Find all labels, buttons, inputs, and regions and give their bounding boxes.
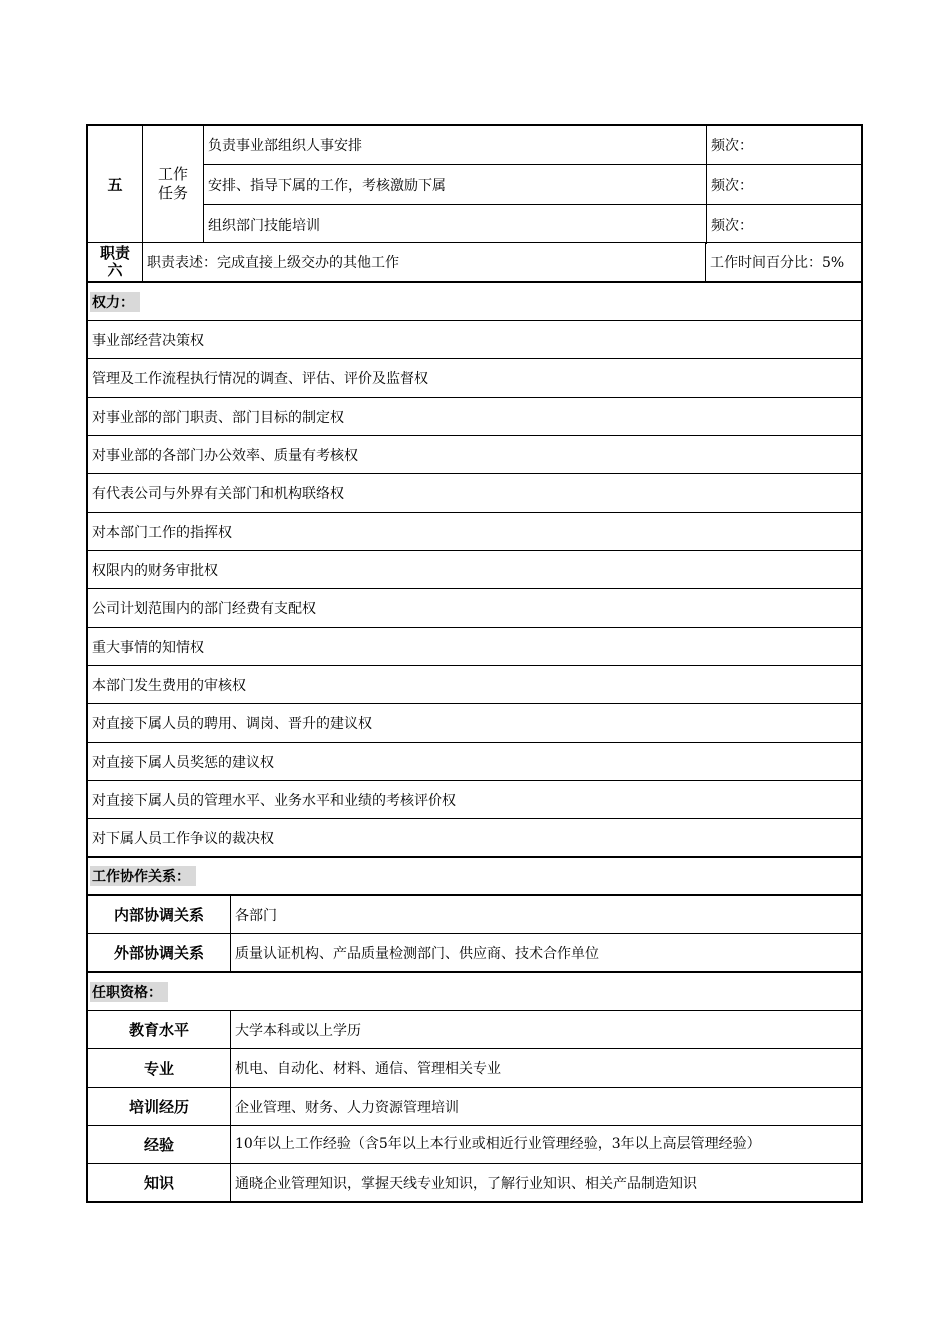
task-row (204, 205, 861, 244)
authority-text: 重大事情的知情权 (92, 639, 204, 656)
authority-text: 对事业部的部门职责、部门目标的制定权 (92, 409, 344, 426)
qualifications-section (86, 973, 863, 1203)
section-heading-row (88, 858, 861, 896)
authority-section (86, 283, 863, 858)
qualification-row (88, 1126, 861, 1164)
duty-number (88, 243, 142, 281)
duty-six-block (86, 242, 863, 283)
task-text: 组织部门技能培训 (208, 217, 320, 234)
authority-text: 权限内的财务审批权 (92, 562, 218, 579)
qualification-label: 知识 (143, 1174, 174, 1192)
qualification-value: 通晓企业管理知识，掌握天线专业知识，了解行业知识、相关产品制造知识 (230, 1164, 861, 1201)
authority-item (88, 589, 861, 628)
authority-text: 对事业部的各部门办公效率、质量有考核权 (92, 447, 358, 464)
qualification-value: 10年以上工作经验（含5年以上本行业或相近行业管理经验，3年以上高层管理经验） (230, 1126, 861, 1163)
qualification-value: 机电、自动化、材料、通信、管理相关专业 (230, 1049, 861, 1087)
authority-item (88, 321, 861, 359)
authority-item (88, 781, 861, 819)
relation-value: 质量认证机构、产品质量检测部门、供应商、技术合作单位 (230, 934, 861, 971)
authority-heading: 权力： (90, 292, 140, 312)
qualification-value: 大学本科或以上学历 (230, 1011, 861, 1048)
authority-item (88, 743, 861, 781)
authority-text: 对下属人员工作争议的裁决权 (92, 830, 274, 847)
qualification-row (88, 1088, 861, 1126)
authority-item (88, 436, 861, 474)
task-frequency: 频次： (706, 126, 861, 164)
duty-description: 职责表述：完成直接上级交办的其他工作 (142, 243, 705, 281)
section-heading (90, 283, 861, 320)
qualification-value: 企业管理、财务、人力资源管理培训 (230, 1088, 861, 1125)
relations-section (86, 858, 863, 973)
task-row (204, 165, 861, 205)
task-row (204, 126, 861, 165)
qualification-row (88, 1011, 861, 1049)
authority-item (88, 474, 861, 513)
task-text: 安排、指导下属的工作，考核激励下属 (208, 177, 446, 194)
relation-row (88, 934, 861, 973)
authority-text: 对直接下属人员的聘用、调岗、晋升的建议权 (92, 716, 372, 732)
duty-number: 五 (107, 175, 123, 194)
authority-item (88, 551, 861, 589)
authority-item (88, 704, 861, 743)
qualification-row (88, 1164, 861, 1203)
authority-item (88, 513, 861, 551)
job-description-document (86, 124, 863, 1203)
qualification-label: 培训经历 (128, 1098, 189, 1116)
relations-heading: 工作协作关系： (90, 866, 196, 886)
authority-item (88, 628, 861, 666)
authority-item (88, 666, 861, 704)
authority-text: 公司计划范围内的部门经费有支配权 (92, 601, 316, 617)
authority-text: 对直接下属人员奖惩的建议权 (92, 754, 274, 771)
qualification-label: 教育水平 (128, 1021, 189, 1039)
section-heading-row (88, 973, 861, 1011)
duty-number-text: 职责六 (100, 244, 131, 279)
section-heading (90, 973, 861, 1010)
authority-text: 管理及工作流程执行情况的调查、评估、评价及监督权 (92, 371, 428, 387)
authority-text: 有代表公司与外界有关部门和机构联络权 (92, 486, 344, 502)
authority-text: 对本部门工作的指挥权 (92, 524, 232, 541)
section-heading (90, 858, 861, 894)
task-frequency: 频次： (706, 165, 861, 204)
duty-label-text: 工作任务 (157, 165, 188, 202)
authority-item (88, 398, 861, 436)
qualification-row (88, 1049, 861, 1088)
section-heading-row (88, 283, 861, 321)
relation-label: 内部协调关系 (113, 906, 204, 924)
authority-item (88, 819, 861, 858)
authority-text: 事业部经营决策权 (92, 332, 204, 349)
task-text: 负责事业部组织人事安排 (208, 138, 362, 154)
duty-label (142, 126, 203, 242)
authority-text: 本部门发生费用的审核权 (92, 677, 246, 694)
authority-text: 对直接下属人员的管理水平、业务水平和业绩的考核评价权 (92, 792, 456, 809)
qualification-label: 专业 (143, 1059, 174, 1078)
relation-value: 各部门 (230, 896, 861, 933)
relation-row (88, 896, 861, 934)
duty-five-block (86, 124, 863, 242)
duty-time-percent: 工作时间百分比：5% (705, 243, 861, 281)
task-frequency: 频次： (706, 205, 861, 244)
qualification-label: 经验 (143, 1136, 174, 1154)
qualifications-heading: 任职资格： (90, 982, 168, 1002)
authority-item (88, 359, 861, 398)
relation-label: 外部协调关系 (113, 944, 204, 962)
